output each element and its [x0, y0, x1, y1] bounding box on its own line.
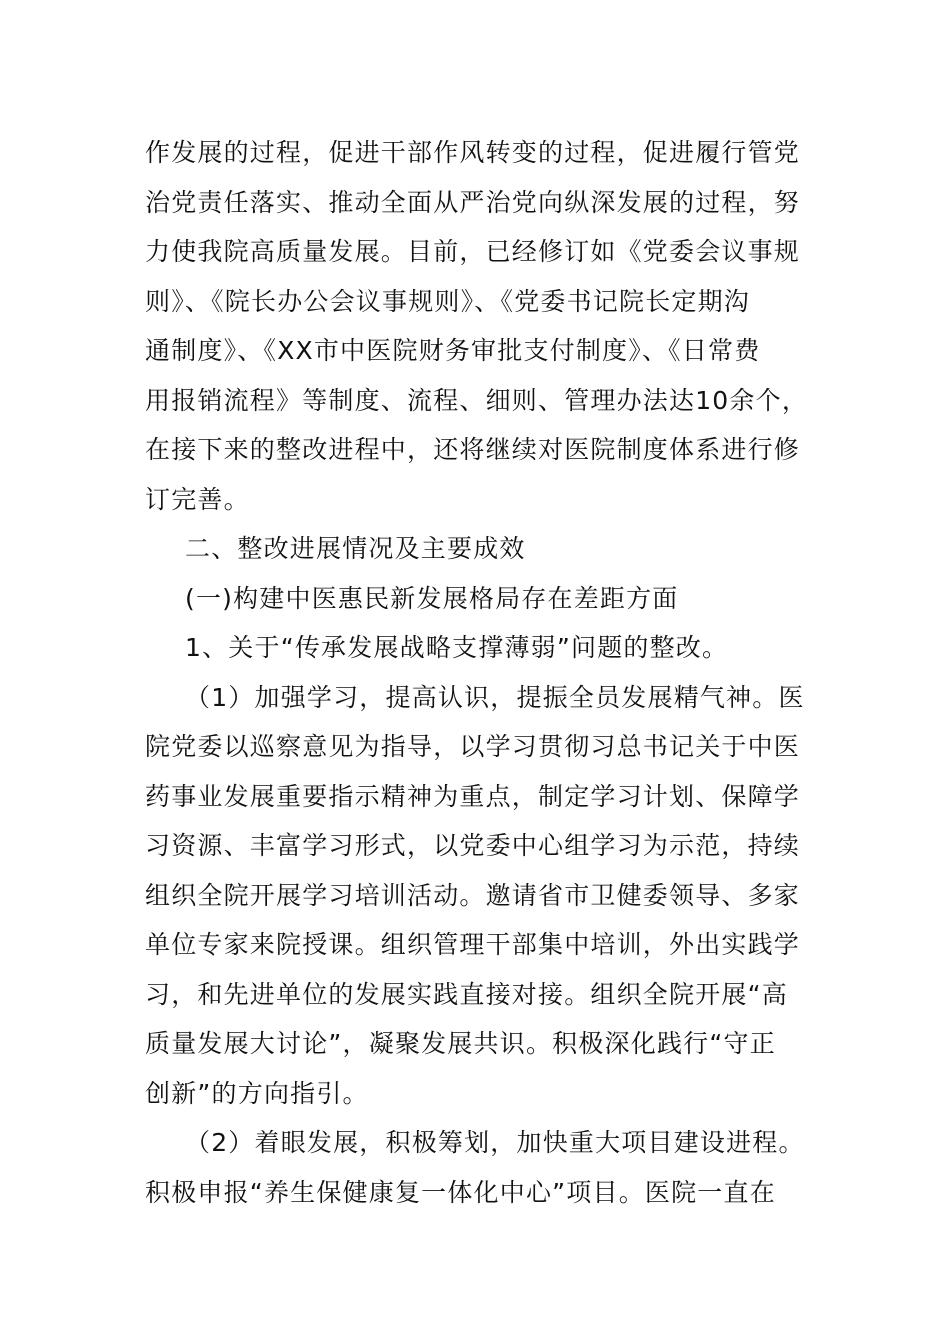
- item-heading: 1、关于“传承发展战略支撑薄弱”问题的整改。: [185, 633, 729, 662]
- text-line: 用报销流程》等制度、流程、细则、管理办法达10余个，: [145, 385, 809, 415]
- text-line: 院党委以巡察意见为指导，以学习贯彻习总书记关于中医: [145, 732, 801, 761]
- text-line: 订完善。: [145, 484, 250, 514]
- text-line: 习，和先进单位的发展实践直接对接。组织全院开展“高: [145, 979, 788, 1009]
- text-line: 积极申报“养生保健康复一体化中心”项目。医院一直在: [145, 1177, 776, 1207]
- text-line: 质量发展大讨论”，凝聚发展共识。积极深化践行“守正: [145, 1029, 776, 1058]
- paragraph-start: （2）着眼发展，积极筹划，加快重大项目建设进程。: [185, 1128, 805, 1157]
- text-line: 治党责任落实、推动全面从严治党向纵深发展的过程，努: [145, 187, 801, 217]
- text-line: 则》、《院长办公会议事规则》、《党委书记院长定期沟: [145, 286, 751, 316]
- text-line: 创新”的方向指引。: [145, 1078, 369, 1108]
- text-line: 作发展的过程，促进干部作风转变的过程，促进履行管党: [145, 138, 801, 167]
- text-line: 在接下来的整改进程中，还将继续对医院制度体系进行修: [145, 435, 801, 464]
- subsection-heading: (一)构建中医惠民新发展格局存在差距方面: [185, 583, 679, 613]
- paragraph-start: （1）加强学习，提高认识，提振全员发展精气神。医: [185, 682, 805, 712]
- body-text: [145, 128, 810, 1217]
- text-line: 通制度》、《XX市中医院财务审批支付制度》、《日常费: [145, 336, 761, 365]
- text-line: 习资源、丰富学习形式，以党委中心组学习为示范，持续: [145, 831, 801, 860]
- text-line: 组织全院开展学习培训活动。邀请省市卫健委领导、多家: [145, 880, 801, 910]
- text-line: 力使我院高质量发展。目前，已经修订如《党委会议事规: [145, 237, 801, 266]
- section-heading: 二、整改进展情况及主要成效: [185, 534, 526, 563]
- text-line: 药事业发展重要指示精神为重点，制定学习计划、保障学: [145, 781, 801, 811]
- text-line: 单位专家来院授课。组织管理干部集中培训，外出实践学: [145, 930, 801, 959]
